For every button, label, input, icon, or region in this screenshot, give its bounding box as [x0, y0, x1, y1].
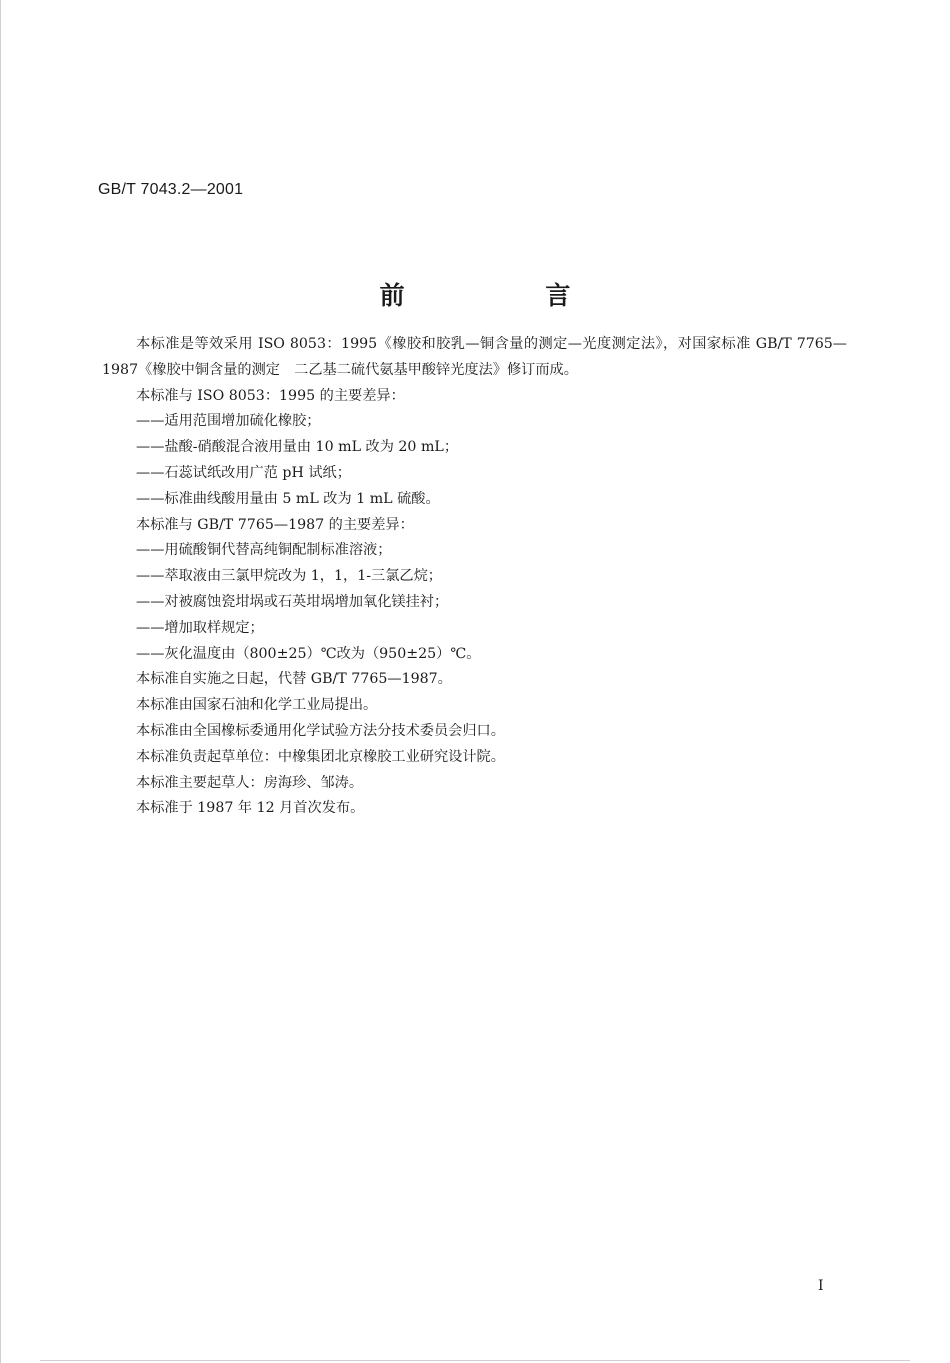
- page-number: I: [818, 1278, 824, 1294]
- iso-diff-item: ——标准曲线酸用量由 5 mL 改为 1 mL 硫酸。: [136, 490, 440, 507]
- intro-paragraph: 本标准是等效采用 ISO 8053：1995《橡胶和胶乳—铜含量的测定—光度测定法》，对国家标准 GB/T 7765—1987《橡胶中铜含量的测定 二乙基二硫代氨基甲酸锌光度法》修订而成。: [102, 336, 847, 378]
- page-title: 前 言: [379, 281, 637, 310]
- standard-code: GB/T 7043.2—2001: [98, 181, 244, 198]
- iso-diff-heading: 本标准与 ISO 8053：1995 的主要差异：: [136, 387, 405, 404]
- note-line: 本标准自实施之日起，代替 GB/T 7765—1987。: [136, 671, 452, 688]
- note-line: 本标准于 1987 年 12 月首次发布。: [136, 800, 365, 817]
- gb-diff-item: ——用硫酸铜代替高纯铜配制标准溶液；: [136, 542, 392, 559]
- gb-diff-item: ——对被腐蚀瓷坩埚或石英坩埚增加氧化镁挂衬；: [136, 593, 449, 610]
- note-line: 本标准负责起草单位：中橡集团北京橡胶工业研究设计院。: [136, 748, 505, 765]
- note-line: 本标准由国家石油和化学工业局提出。: [136, 697, 378, 714]
- note-line: 本标准主要起草人：房海珍、邹涛。: [136, 774, 364, 791]
- iso-diff-item: ——石蕊试纸改用广范 pH 试纸；: [136, 464, 351, 481]
- bottom-scan-edge: [40, 1360, 910, 1361]
- left-scan-edge: [0, 0, 1, 1363]
- iso-diff-item: ——适用范围增加硫化橡胶；: [136, 413, 321, 430]
- iso-diff-item: ——盐酸-硝酸混合液用量由 10 mL 改为 20 mL；: [136, 439, 459, 456]
- gb-diff-heading: 本标准与 GB/T 7765—1987 的主要差异：: [136, 516, 414, 533]
- note-line: 本标准由全国橡标委通用化学试验方法分技术委员会归口。: [136, 722, 505, 739]
- foreword-body: [102, 332, 847, 822]
- gb-diff-item: ——灰化温度由（800±25）℃改为（950±25）℃。: [136, 645, 481, 662]
- gb-diff-item: ——增加取样规定；: [136, 619, 264, 636]
- gb-diff-item: ——萃取液由三氯甲烷改为 1，1，1-三氯乙烷；: [136, 568, 442, 585]
